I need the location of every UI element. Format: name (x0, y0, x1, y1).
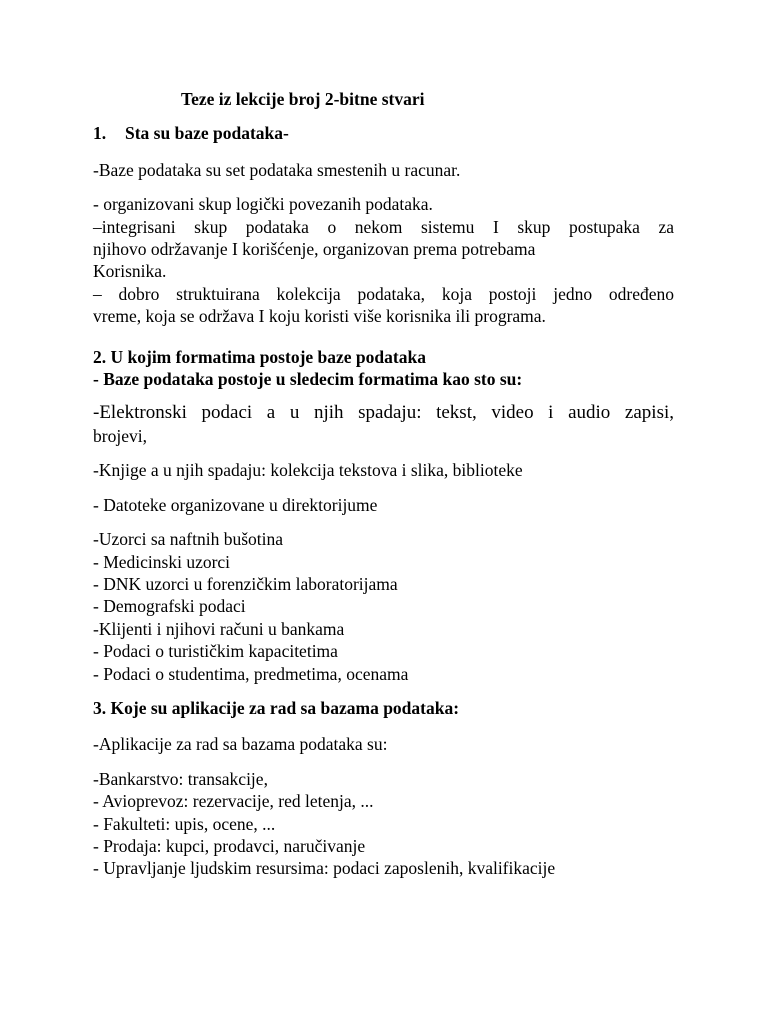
paragraph-line: -Elektronski podaci a u njih spadaju: tekst, video i audio zapisi, (93, 402, 674, 424)
section-1-heading (93, 122, 674, 144)
definition-line: Korisnika. (93, 261, 167, 282)
list-item: - Demografski podaci (93, 596, 246, 617)
list-item: - Prodaja: kupci, prodavci, naručivanje (93, 835, 366, 856)
list-item: -Bankarstvo: transakcije, (93, 768, 268, 789)
definition-line: - organizovani skup logički povezanih podataka. (93, 194, 433, 215)
list-item: - Fakulteti: upis, ocene, ... (93, 813, 276, 834)
section-2-paragraph-3: - Datoteke organizovane u direktorijume (93, 494, 378, 515)
list-item: - Upravljanje ljudskim resursima: podaci zaposlenih, kvalifikacije (93, 858, 556, 879)
section-3-list (93, 768, 674, 880)
list-item: - Podaci o studentima, predmetima, ocenama (93, 663, 409, 684)
definition-line: –integrisani skup podataka o nekom sistemu I skup postupaka za (93, 216, 674, 237)
section-2-subheading: - Baze podataka postoje u sledecim formatima kao sto su: (93, 369, 523, 390)
definition-line: vreme, koja se održava I koju koristi više korisnika ili programa. (93, 306, 546, 327)
paragraph-line: brojevi, (93, 425, 147, 446)
section-1-paragraph-1: -Baze podataka su set podataka smestenih u racunar. (93, 159, 461, 180)
section-2-list (93, 528, 674, 685)
document-title: Teze iz lekcije broj 2-bitne stvari (181, 89, 425, 109)
list-item: - Podaci o turističkim kapacitetima (93, 641, 338, 662)
section-2-paragraph-2: -Knjige a u njih spadaju: kolekcija tekstova i slika, biblioteke (93, 460, 523, 481)
section-2-heading: 2. U kojim formatima postoje baze podataka (93, 346, 426, 367)
section-1-definitions (93, 193, 674, 327)
section-2-paragraph-1 (93, 402, 674, 447)
section-3-heading: 3. Koje su aplikacije za rad sa bazama podataka: (93, 697, 460, 718)
section-1-number: 1. (93, 123, 107, 144)
list-item: - Medicinski uzorci (93, 551, 231, 572)
list-item: - Avioprevoz: rezervacije, red letenja, ... (93, 791, 374, 812)
section-3-paragraph-1: -Aplikacije za rad sa bazama podataka su: (93, 734, 388, 755)
section-2-headings (93, 346, 674, 391)
definition-line: – dobro struktuirana kolekcija podataka, koja postoji jedno određeno (93, 283, 674, 304)
document-page (93, 88, 674, 894)
list-item: -Klijenti i njihovi računi u bankama (93, 618, 345, 639)
list-item: -Uzorci sa naftnih bušotina (93, 529, 284, 550)
definition-line: njihovo održavanje I korišćenje, organizovan prema potrebama (93, 239, 536, 260)
section-1-heading-text: Sta su baze podataka- (125, 123, 289, 144)
list-item: - DNK uzorci u forenzičkim laboratorijama (93, 573, 398, 594)
